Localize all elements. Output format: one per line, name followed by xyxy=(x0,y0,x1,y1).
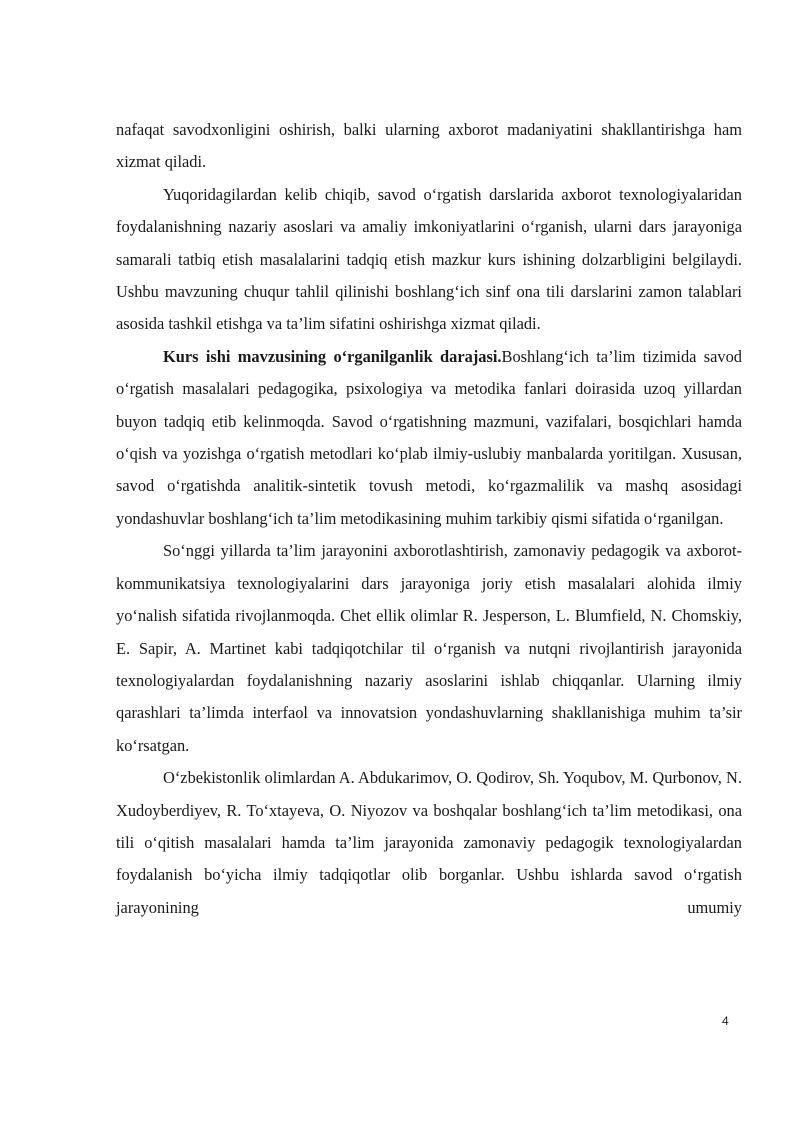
paragraph-study-degree-text: Boshlang‘ich ta’lim tizimida savod o‘rgatish masalalari pedagogika, psixologiya va metodika fanlari doirasida uzoq yillardan buyon tadqiq etib kelinmoqda. Savod o‘rgatishning mazmuni, vazifalari, bosqichlari hamda o‘qish va yozishga o‘rgatish metodlari ko‘plab ilmiy-uslubiy manbalarda yoritilgan. Xususan, savod o‘rgatishda analitik-sintetik tovush metodi, ko‘rgazmalilik va mashq asosidagi yondashuvlar boshlang‘ich ta’lim metodikasining muhim tarkibiy qismi sifatida o‘rganilgan. xyxy=(116,346,742,528)
paragraph-study-degree xyxy=(116,341,742,535)
paragraph-continuation: nafaqat savodxonligini oshirish, balki ularning axborot madaniyatini shakllantirishga ham xizmat qiladi. xyxy=(116,120,742,172)
paragraph-relevance: Yuqoridagilardan kelib chiqib, savod o‘rgatish darslarida axborot texnologiyalaridan foydalanishning nazariy asoslari va amaliy imkoniyatlarini o‘rganish, ularni dars jarayoniga samarali tatbiq etish masalalarini tadqiq etish mazkur kurs ishining dolzarbligini belgilaydi. Ushbu mavzuning chuqur tahlil qilinishi boshlang‘ich sinf ona tili darslarini zamon talablari asosida tashkil etishga va ta’lim sifatini oshirishga xizmat qiladi. xyxy=(116,184,742,334)
page-number: 4 xyxy=(722,1014,729,1028)
paragraph-uzbek-scholars: O‘zbekistonlik olimlardan A. Abdukarimov, O. Qodirov, Sh. Yoqubov, M. Qurbonov, N. Xudoyberdiyev, R. To‘xtayeva, O. Niyozov va boshqalar boshlang‘ich ta’lim metodikasi, ona tili o‘qitish masalalari hamda ta’lim jarayonida zamonaviy pedagogik texnologiyalardan foydalanish bo‘yicha ilmiy tadqiqotlar olib borganlar. Ushbu ishlarda savod o‘rgatish jarayonining umumiy xyxy=(116,768,742,917)
section-heading-inline: Kurs ishi mavzusining o‘rganilganlik darajasi. xyxy=(163,346,502,366)
paragraph-foreign-scholars: So‘nggi yillarda ta’lim jarayonini axborotlashtirish, zamonaviy pedagogik va axborot-kommunikatsiya texnologiyalarini dars jarayoniga joriy etish masalalari alohida ilmiy yo‘nalish sifatida rivojlanmoqda. Chet ellik olimlar R. Jesperson, L. Blumfield, N. Chomskiy, E. Sapir, A. Martinet kabi tadqiqotchilar til o‘rganish va nutqni rivojlantirish jarayonida texnologiyalardan foydalanishning nazariy asoslarini ishlab chiqqanlar. Ularning ilmiy qarashlari ta’limda interfaol va innovatsion yondashuvlarning shakllanishiga muhim ta’sir ko‘rsatgan. xyxy=(116,541,742,755)
body-text xyxy=(116,114,742,924)
